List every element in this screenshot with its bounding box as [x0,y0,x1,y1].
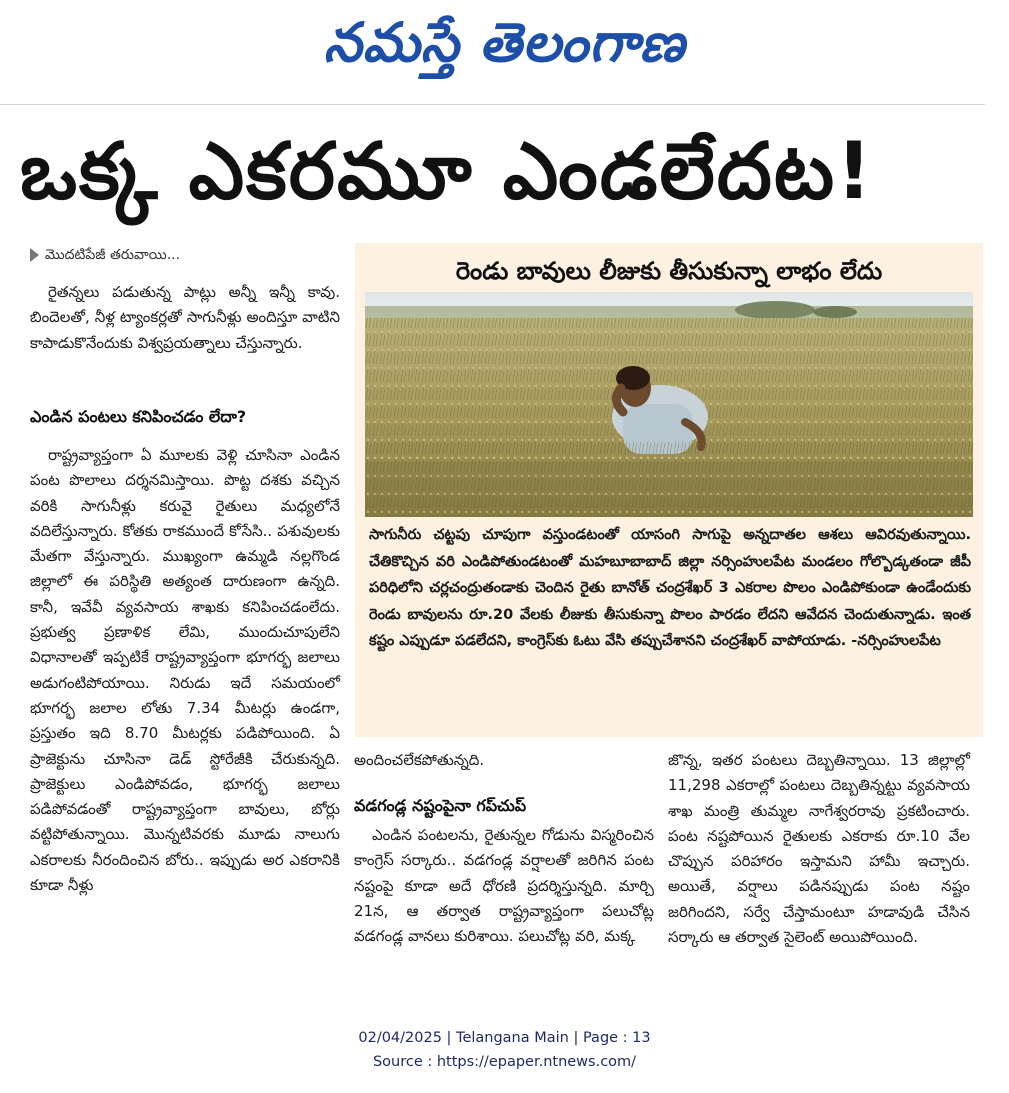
col2-subheading: వడగండ్ల నష్టంపైనా గప్‌చుప్ [354,796,527,815]
continued-arrow-icon [30,248,39,262]
article-column-1-body [30,443,340,1023]
col1-paragraph-1: రైతన్నలు పడుతున్న పాట్లు అన్నీ ఇన్నీ కావు. బిందెలతో, నీళ్ల ట్యాంకర్లతో సాగునీళ్లు అందిస్తూ వాటిని కాపాడుకొనేందుకు విశ్వప్రయత్నాలు చేస్తున్నారు. [30,283,340,352]
masthead-divider [0,104,985,105]
farmer-photo-illustration [365,292,973,517]
page-headline: ఒక్క ఎకరమూ ఎండలేదట! [20,127,874,217]
page-footer-meta: 02/04/2025 | Telangana Main | Page : 13 [358,1030,651,1046]
photo-caption: సాగునీరు చట్టపు చూపుగా వస్తుండటంతో యాసంగి సాగుపై అన్నదాతల ఆశలు ఆవిరవుతున్నాయి. చేతికొచ్చిన వరి ఎండిపోతుండటంతో మహబూబాబాద్ జిల్లా నర్సింహులపేట మండలం గోల్బొడ్కతండా జీపీ పరిధిలోని చర్లచంద్రుతండాకు చెందిన రైతు బానోత్ చంద్రశేఖర్ 3 ఎకరాల పొలం ఎండిపోకుండా ఉండేందుకు రెండు బావులను రూ.20 వేలకు లీజుకు తీసుకున్నా పొలం పారడం లేదని ఆవేదన చెందుతున్నాడు. ఇంత కష్టం ఎప్పుడూ పడలేదని, కాంగ్రెస్‌కు ఓటు వేసి తప్పుచేశానని చంద్రశేఖర్ వాపోయాడు. -నర్సింహులపేట [369,527,971,649]
col1-subheading: ఎండిన పంటలు కనిపించడం లేదా? [30,407,247,426]
continued-label [30,243,330,267]
article-column-2 [354,823,654,1003]
photo-feature-title: రెండు బావులు లీజుకు తీసుకున్నా లాభం లేదు [455,257,883,285]
farmer-in-field-photo [365,292,973,517]
photo-feature-box [355,243,983,737]
col1-paragraph-2: రాష్ట్రవ్యాప్తంగా ఏ మూలకు వెళ్లి చూసినా ఎండిన పంట పొలాలు దర్శనమిస్తాయి. పొట్ట దశకు వచ్చిన వరికి సాగునీళ్లు కరువై రైతులు మధ్యలోనే వదిలేస్తున్నారు. కోతకు రాకముందే కోసేసి.. పశువులకు మేతగా వేస్తున్నారు. ముఖ్యంగా ఉమ్మడి నల్లగొండ జిల్లాలో ఈ పరిస్థితి అత్యంత దారుణంగా ఉన్నది. కానీ, ఇవేవీ వ్యవసాయ శాఖకు కనిపించడంలేదు. ప్రభుత్వ ప్రణాళిక లేమి, ముందుచూపులేని విధానాలతో ఇప్పటికే రాష్ట్రవ్యాప్తంగా భూగర్భ జలాలు అడుగంటిపోయాయి. నిరుడు ఇదే సమయంలో భూగర్భ జలాల లోతు 7.34 మీటర్లు ఉండగా, ప్రస్తుతం ఇది 8.70 మీటర్లకు పడిపోయింది. ఏ ప్రాజెక్టును చూసినా డెడ్ స్టోరేజీకి చేరుకున్నది. ప్రాజెక్టులు ఎండిపోవడం, భూగర్భ జలాలు పడిపోవడంతో రాష్ట్రవ్యాప్తంగా బావులు, బోర్లు వట్టిపోతున్నాయి. మొన్నటివరకు మూడు నాలుగు ఎకరాలకు నీరందించిన బోరు.. ఇప్పుడు అర ఎకరానికి కూడా నీళ్లు [30,446,340,895]
continued-text: మొదటిపేజీ తరువాయి... [45,247,181,263]
article-column-1 [30,280,340,376]
col2-paragraph-2: ఎండిన పంటలను, రైతున్నల గోడును విస్మరించిన కాంగ్రెస్ సర్కారు.. వడగండ్ల వర్షాలతో జరిగిన పంట నష్టంపై కూడా అదే ధోరణి ప్రదర్శిస్తున్నది. మార్చి 21న, ఆ తర్వాత రాష్ట్రవ్యాప్తంగా పలుచోట్ల వడగండ్ల వానలు కురిశాయి. పలుచోట్ల వరి, మక్క [354,826,654,946]
col2-paragraph-1: అందించలేకపోతున్నది. [354,751,485,769]
page-footer-source: Source : https://epaper.ntnews.com/ [372,1054,637,1070]
article-column-2-top [354,748,654,774]
masthead [0,4,1009,82]
article-column-3 [668,748,970,998]
newspaper-logo: నమస్తే తెలంగాణ [323,11,686,74]
col3-paragraph-1: జొన్న, ఇతర పంటలు దెబ్బతిన్నాయి. 13 జిల్లాల్లో 11,298 ఎకరాల్లో పంటలు దెబ్బతిన్నట్టు వ్యవసాయ శాఖ మంత్రి తుమ్మల నాగేశ్వరరావు ప్రకటించారు. పంట నష్టపోయిన రైతులకు ఎకరాకు రూ.10 వేల చొప్పున పరిహారం ఇస్తామని హామీ ఇచ్చారు. అయితే, వర్షాలు పడినప్పుడు పంట నష్టం జరిగిందని, సర్వే చేస్తామంటూ హడావుడి చేసిన సర్కారు ఆ తర్వాత సైలెంట్ అయిపోయింది. [668,751,970,947]
